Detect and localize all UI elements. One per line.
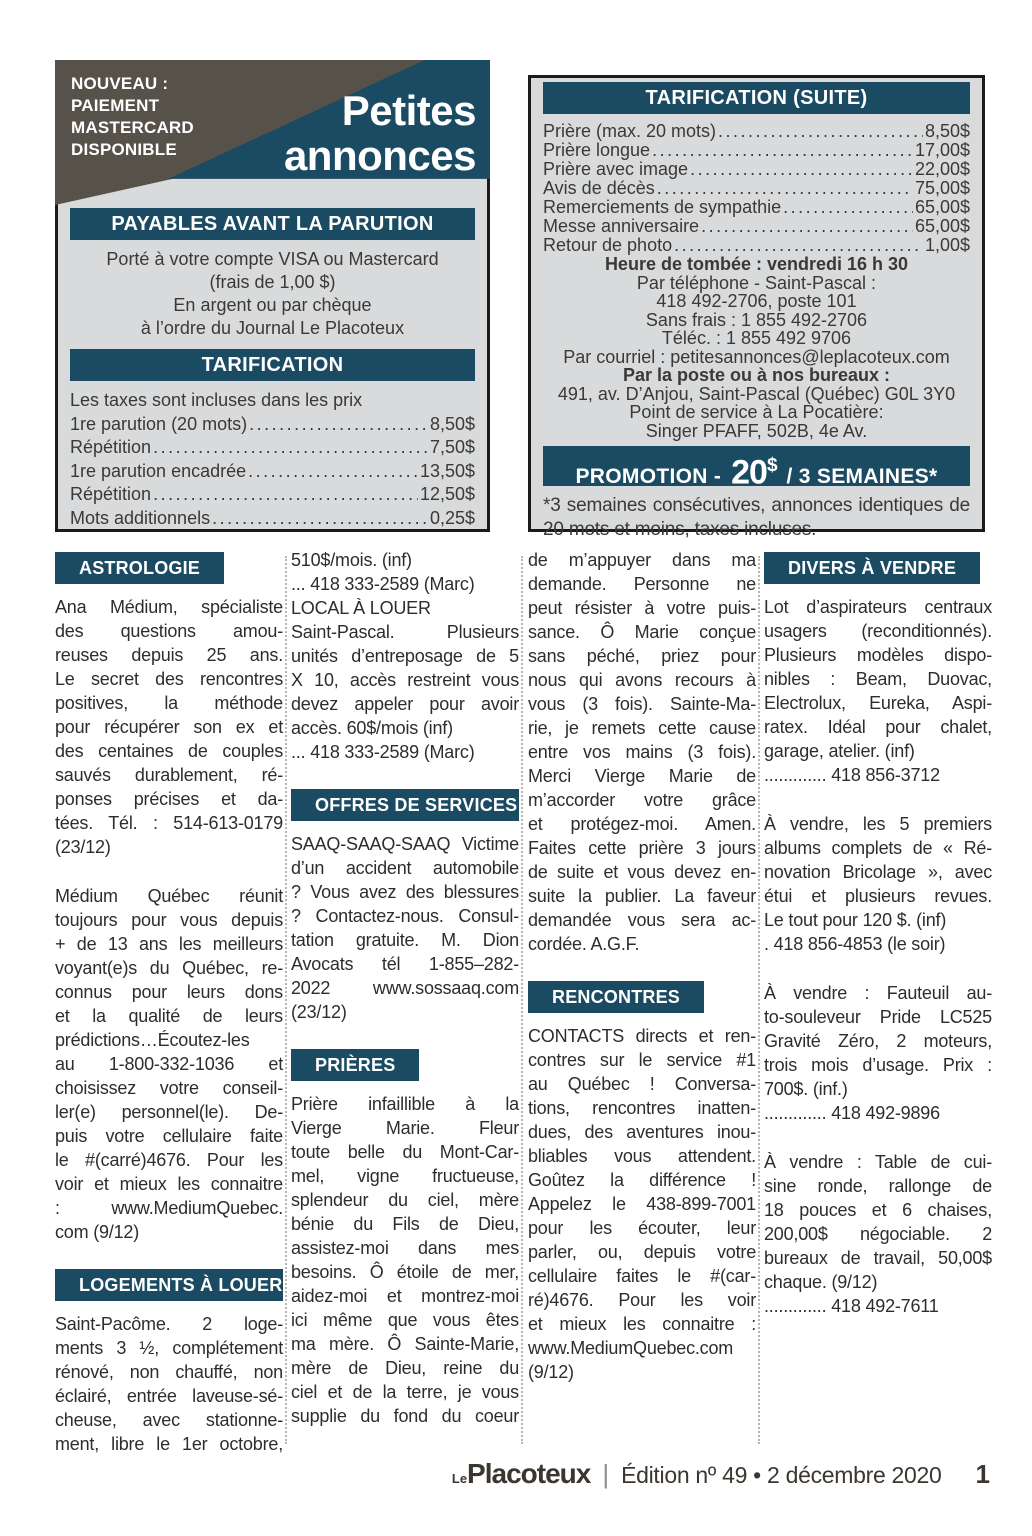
- price-row-amount: 0,25$: [429, 507, 475, 528]
- ad-line: nous qui avons recours à: [528, 670, 756, 690]
- ad-line: trois mois d’usage. Prix :: [764, 1055, 992, 1075]
- section-header-label: DIVERS À VENDRE: [788, 558, 957, 578]
- ad-line: Vierge Marie. Fleur: [291, 1118, 519, 1138]
- price-row-amount: 8,50$: [429, 413, 475, 434]
- section-header: [55, 1269, 283, 1301]
- contact-line: 491, av. D’Anjou, Saint-Pascal (Québec) G0L 3Y0: [557, 383, 956, 404]
- ad-line: (23/12): [291, 1002, 347, 1022]
- ad-line: nibles : Beam, Duovac,: [764, 669, 992, 689]
- ad-line: unités d’entreposage de 5: [291, 646, 519, 666]
- ad-line: rie, je remets cette cause: [528, 718, 756, 738]
- payables-tarification-box: [55, 175, 490, 532]
- ad-line: éclairé, entrée laveuse-sé-: [55, 1386, 283, 1406]
- ad-line: et mieux les connaitre :: [528, 1314, 756, 1334]
- ad-line: mel, vigne fructueuse,: [291, 1166, 519, 1186]
- price-row: [70, 483, 475, 507]
- ad-line: ............. 418 492-7611: [764, 1296, 939, 1316]
- suite-header-bar: [543, 82, 970, 114]
- price-row-leader: [783, 198, 913, 217]
- price-row-amount: 12,50$: [419, 484, 475, 504]
- ad-line: LOCAL À LOUER: [291, 598, 431, 618]
- price-row-amount: 8,50$: [924, 121, 970, 141]
- price-row: [70, 507, 475, 531]
- ad-line: connus pour leurs dons: [55, 982, 283, 1002]
- ad-line: Merci Vierge Marie de: [528, 766, 756, 786]
- page-title: [284, 88, 476, 178]
- price-row-leader: [652, 141, 913, 160]
- classifieds-column-1: [55, 548, 283, 1481]
- contact-line: Par courriel : petitesannonces@leplacoteux.com: [563, 346, 950, 367]
- payables-line: Porté à votre compte VISA ou Mastercard: [106, 249, 439, 269]
- ad-line: toujours pour vous depuis: [55, 910, 283, 930]
- ad-line: usagers (reconditionnés).: [764, 621, 992, 641]
- ad-line: bliables vous attendent.: [528, 1146, 756, 1166]
- ad-line: Saint-Pacôme. 2 loge-: [55, 1314, 283, 1334]
- ad-line: d’un accident automobile: [291, 858, 519, 878]
- tarif-rows: [70, 413, 475, 531]
- price-row: [543, 122, 970, 141]
- footer-page-number: 1: [975, 1459, 990, 1489]
- ad-line: Saint-Pascal. Plusieurs: [291, 622, 519, 642]
- price-row-label: Remerciements de sympathie: [543, 197, 782, 217]
- promotion-label-before: PROMOTION -: [575, 465, 722, 489]
- ad-line: assistez-moi dans mes: [291, 1238, 519, 1258]
- ad-line: Electrolux, Eureka, Aspi-: [764, 693, 992, 713]
- ad-line: voyant(e)s du Québec, re-: [55, 958, 283, 978]
- page-title-line: annonces: [283, 132, 476, 179]
- ad-line: choisissez votre conseil-: [55, 1078, 283, 1098]
- section-header: [528, 981, 704, 1013]
- payables-line: (frais de 1,00 $): [209, 272, 336, 292]
- ad-line: sauvés durablement, ré-: [55, 765, 283, 785]
- ad-line: com (9/12): [55, 1222, 140, 1242]
- classified-ad: [764, 595, 992, 787]
- mastercard-notice-line: DISPONIBLE: [71, 140, 177, 159]
- classified-ad: [528, 548, 756, 956]
- ad-line: rénové, non chauffé, non: [55, 1362, 283, 1382]
- promo-note-line: 20 mots et moins, taxes incluses.: [543, 519, 817, 540]
- price-row-leader: [701, 217, 913, 236]
- ad-line: : www.MediumQuebec.: [55, 1198, 283, 1218]
- ad-line: et protégez-moi. Amen.: [528, 814, 756, 834]
- footer-edition: Édition nº 49 • 2 décembre 2020: [621, 1462, 942, 1488]
- price-row-label: Avis de décès: [543, 178, 655, 198]
- price-row: [70, 460, 475, 484]
- classified-ad: [764, 812, 992, 956]
- tarification-suite-box: [528, 75, 985, 540]
- classified-ad: [291, 832, 519, 1024]
- section-header-label: RENCONTRES: [552, 987, 681, 1007]
- ad-line: SAAQ-SAAQ-SAAQ Victime: [291, 834, 519, 854]
- contact-line: Point de service à La Pocatière:: [629, 402, 884, 422]
- price-row-amount: 1,00$: [924, 235, 970, 255]
- ad-line: le #(carré)4676. Pour les: [55, 1150, 283, 1170]
- ad-line: cordée. A.G.F.: [528, 934, 640, 954]
- ad-line: to-souleveur Pride LC525: [764, 1007, 992, 1027]
- footer-separator: |: [602, 1459, 610, 1489]
- classified-ad: [291, 548, 519, 764]
- section-header-label: OFFRES DE SERVICES: [315, 795, 518, 815]
- suite-header-label: TARIFICATION (SUITE): [645, 87, 868, 109]
- payables-line: à l’ordre du Journal Le Placoteux: [140, 318, 405, 338]
- ad-line: ? Contactez-nous. Consul-: [291, 906, 519, 926]
- ad-line: bureaux de travail, 50,00$: [764, 1248, 992, 1268]
- price-row-leader: [212, 507, 428, 531]
- ad-line: À vendre : Fauteuil au-: [764, 983, 992, 1003]
- mastercard-notice-line: PAIEMENT: [71, 96, 160, 115]
- price-row: [543, 236, 970, 255]
- ad-line: des questions amou-: [55, 621, 283, 641]
- ad-line: (9/12): [528, 1362, 574, 1382]
- classified-ad: [55, 1312, 283, 1456]
- ad-line: accès. 60$/mois (inf): [291, 718, 453, 738]
- ad-line: ma mère. Ô Sainte-Marie,: [291, 1334, 519, 1354]
- classified-ad: [55, 595, 283, 859]
- ad-line: positives, la méthode: [55, 693, 283, 713]
- price-row-label: Répétition: [70, 484, 152, 504]
- ad-line: ment, libre le 1er octobre,: [55, 1434, 283, 1454]
- promotion-note: [543, 494, 970, 542]
- contact-line: Singer PFAFF, 502B, 4e Av.: [645, 420, 868, 441]
- ad-line: ... 418 333-2589 (Marc): [291, 742, 475, 762]
- ad-line: ciel et de la terre, je vous: [291, 1382, 519, 1402]
- top-left-unit: [55, 60, 490, 532]
- ad-line: sans péché, priez pour: [528, 646, 756, 666]
- section-header: [291, 789, 519, 821]
- ad-line: Avocats tél 1-855–282-: [291, 954, 519, 974]
- price-row: [543, 217, 970, 236]
- ad-line: 510$/mois. (inf): [291, 550, 412, 570]
- ad-line: aidez-moi et montrez-moi: [291, 1286, 519, 1306]
- ad-line: Médium Québec réunit: [55, 886, 283, 906]
- ad-line: 700$. (inf.): [764, 1079, 848, 1099]
- ad-line: dues, des aventures inou-: [528, 1122, 756, 1142]
- price-row-leader: [153, 483, 418, 507]
- section-header: [291, 1049, 419, 1081]
- tarification-header-label: TARIFICATION: [201, 354, 344, 376]
- mastercard-notice: [71, 73, 194, 161]
- price-row-label: Retour de photo: [543, 235, 673, 255]
- payables-header-label: PAYABLES AVANT LA PARUTION: [111, 213, 434, 235]
- ad-line: voir et mieux les connaitre: [55, 1174, 283, 1194]
- ad-line: garage, atelier. (inf): [764, 741, 915, 761]
- footer-logo-le: Le: [451, 1471, 468, 1486]
- ad-line: Faites cette prière 3 jours: [528, 838, 756, 858]
- price-row-amount: 65,00$: [914, 197, 970, 217]
- contact-line: Téléc. : 1 855 492 9706: [661, 328, 852, 348]
- ad-line: de m’appuyer dans ma: [528, 550, 756, 570]
- ad-line: splendeur du ciel, mère: [291, 1190, 519, 1210]
- ad-line: entre vos mains (3 fois).: [528, 742, 756, 762]
- ad-line: et la qualité de leurs: [55, 1006, 283, 1026]
- price-row-amount: 13,50$: [419, 460, 475, 481]
- tarif-note: Les taxes sont incluses dans les prix: [70, 390, 363, 410]
- ad-line: vous (3 fois). Sainte-Ma-: [528, 694, 756, 714]
- classifieds-column-4: [764, 548, 992, 1343]
- ad-line: parler, ou, depuis votre: [528, 1242, 756, 1262]
- ad-line: À vendre, les 5 premiers: [764, 814, 992, 834]
- price-row: [70, 436, 475, 460]
- contact-line: Par téléphone - Saint-Pascal :: [636, 272, 877, 293]
- classifieds-column-2: [291, 548, 519, 1453]
- ad-line: toute belle du Mont-Car-: [291, 1142, 519, 1162]
- ad-line: mère de Dieu, reine du: [291, 1358, 519, 1378]
- classified-ad: [291, 1092, 519, 1428]
- ad-line: albums complets de « Ré-: [764, 838, 992, 858]
- ad-line: Le secret des rencontres: [55, 669, 283, 689]
- contact-line: Par la poste ou à nos bureaux :: [622, 365, 891, 385]
- payables-line: En argent ou par chèque: [173, 295, 372, 315]
- price-row: [543, 179, 970, 198]
- promotion-label-after: / 3 SEMAINES*: [786, 465, 938, 489]
- ad-line: ............. 418 492-9896: [764, 1103, 940, 1123]
- ad-line: ici même que vous êtes: [291, 1310, 519, 1330]
- ad-line: Gravité Zéro, 2 moteurs,: [764, 1031, 992, 1051]
- classifieds-column-3: [528, 548, 756, 1409]
- ad-line: (23/12): [55, 837, 111, 857]
- ad-line: cheuse, avec stationne-: [55, 1410, 283, 1430]
- page-footer: [452, 1458, 990, 1490]
- price-row-label: Prière avec image: [543, 159, 689, 179]
- price-row: [543, 198, 970, 217]
- price-row-amount: 75,00$: [914, 178, 970, 198]
- ad-line: Plusieurs modèles dispo-: [764, 645, 992, 665]
- price-row-label: Répétition: [70, 437, 152, 457]
- ad-line: X 10, accès restreint vous: [291, 670, 519, 690]
- price-row-label: Prière (max. 20 mots): [543, 121, 717, 141]
- contact-line: 418 492-2706, poste 101: [656, 291, 857, 311]
- ad-line: ré)4676. Pour les voir: [528, 1290, 756, 1310]
- ad-line: pour les écouter, leur: [528, 1218, 756, 1238]
- price-row-label: Messe anniversaire: [543, 216, 700, 236]
- ad-line: ments 3 ½, complétement: [55, 1338, 283, 1358]
- ad-line: Prière infaillible à la: [291, 1094, 519, 1114]
- price-row: [70, 413, 475, 437]
- ad-line: reuses depuis 25 ans.: [55, 645, 283, 665]
- ad-line: sine ronde, rallonge de: [764, 1176, 992, 1196]
- price-row: [543, 141, 970, 160]
- ad-line: tées. Tél. : 514-613-0179: [55, 813, 283, 833]
- promotion-bar: [543, 446, 970, 492]
- price-row-label: Mots additionnels: [70, 507, 211, 528]
- price-row-label: Prière longue: [543, 140, 651, 160]
- contact-line: Heure de tombée : vendredi 16 h 30: [604, 254, 909, 274]
- contact-lines: [543, 255, 970, 440]
- ad-line: CONTACTS directs et ren-: [528, 1026, 756, 1046]
- payables-header-bar: [70, 208, 475, 240]
- tarification-header-bar: [70, 349, 475, 381]
- promotion-currency: $: [766, 455, 777, 476]
- ad-line: m’accorder votre grâce: [528, 790, 756, 810]
- ad-line: besoins. Ô étoile de mer,: [291, 1262, 519, 1282]
- ad-line: demande. Personne ne: [528, 574, 756, 594]
- ad-line: contres sur le service #1: [528, 1050, 756, 1070]
- ad-line: sance. Ô Marie conçue: [528, 622, 756, 642]
- ad-line: suite la publier. La faveur: [528, 886, 756, 906]
- ad-line: Ana Médium, spécialiste: [55, 597, 283, 617]
- ad-line: bénie du Fils de Dieu,: [291, 1214, 519, 1234]
- price-row-leader: [153, 436, 428, 460]
- price-row-leader: [718, 122, 923, 141]
- ad-line: 18 pouces et 6 chaises,: [764, 1200, 992, 1220]
- ad-line: Lot d’aspirateurs centraux: [764, 597, 992, 617]
- ad-line: + de 13 ans les meilleurs: [55, 934, 283, 954]
- price-row-leader: [248, 460, 418, 484]
- ad-line: ............. 418 856-3712: [764, 765, 940, 785]
- footer-logo-name: Placoteux: [467, 1458, 591, 1489]
- ad-line: ... 418 333-2589 (Marc): [291, 574, 475, 594]
- ad-line: novation Bricolage », avec: [764, 862, 992, 882]
- ad-line: À vendre : Table de cui-: [764, 1152, 992, 1172]
- section-header: [764, 552, 980, 584]
- ad-line: . 418 856-4853 (le soir): [764, 934, 946, 954]
- ad-line: peut résister à votre puis-: [528, 598, 756, 618]
- ad-line: ratex. Idéal pour chalet,: [764, 717, 992, 737]
- classified-ad: [528, 1024, 756, 1384]
- section-header-label: PRIÈRES: [315, 1055, 396, 1075]
- page-title-line: Petites: [341, 87, 476, 134]
- column-divider: [521, 556, 523, 1444]
- mastercard-notice-line: NOUVEAU :: [71, 74, 169, 93]
- ad-line: 2022 www.sossaaq.com: [291, 978, 519, 998]
- ad-line: ? Vous avez des blessures: [291, 882, 519, 902]
- ad-line: pour récupérer son ex et: [55, 717, 283, 737]
- price-row-leader: [674, 236, 923, 255]
- ad-line: devez appeler pour avoir: [291, 694, 519, 714]
- price-row-leader: [657, 179, 913, 198]
- ad-line: ponses précises et da-: [55, 789, 283, 809]
- ad-line: supplie du fond du coeur: [291, 1406, 519, 1426]
- ad-line: tions, rencontres inatten-: [528, 1098, 756, 1118]
- ad-line: tation gratuite. M. Dion: [291, 930, 519, 950]
- classified-ad: [55, 884, 283, 1244]
- ad-line: www.MediumQuebec.com: [528, 1338, 734, 1358]
- mastercard-notice-line: MASTERCARD: [71, 118, 194, 137]
- suite-rows: [543, 122, 970, 255]
- ad-line: des centaines de couples: [55, 741, 283, 761]
- ad-line: puis votre cellulaire faite: [55, 1126, 283, 1146]
- payables-lines: [70, 248, 475, 340]
- price-row-leader: [249, 413, 428, 437]
- price-row-amount: 22,00$: [914, 159, 970, 179]
- ad-line: cellulaire faites le #(car-: [528, 1266, 756, 1286]
- section-header: [55, 552, 224, 584]
- price-row-label: 1re parution (20 mots): [70, 413, 248, 434]
- column-divider: [285, 556, 287, 1444]
- contact-line: Sans frais : 1 855 492-2706: [645, 309, 868, 330]
- ad-line: Goûtez la différence !: [528, 1170, 756, 1190]
- section-header-label: ASTROLOGIE: [79, 558, 201, 578]
- ad-line: ler(e) personnel(le). De-: [55, 1102, 283, 1122]
- ad-line: Le tout pour 120 $. (inf): [764, 910, 947, 930]
- price-row-label: 1re parution encadrée: [70, 460, 247, 481]
- promo-note-line: *3 semaines consécutives, annonces identiques de: [543, 495, 970, 516]
- price-row-amount: 65,00$: [914, 216, 970, 236]
- ad-line: chaque. (9/12): [764, 1272, 878, 1292]
- price-row-amount: 17,00$: [914, 140, 970, 160]
- column-divider: [758, 556, 760, 1444]
- ad-line: de suite et vous devez en-: [528, 862, 756, 882]
- price-row-amount: 7,50$: [429, 437, 475, 457]
- ad-line: Appelez le 438-899-7001: [528, 1194, 756, 1214]
- section-header-label: LOGEMENTS À LOUER: [79, 1275, 283, 1295]
- price-row-leader: [690, 160, 913, 179]
- ad-line: prédictions…Écoutez-les: [55, 1030, 250, 1050]
- ad-line: 200,00$ négociable. 2: [764, 1224, 992, 1244]
- ad-line: au Québec ! Conversa-: [528, 1074, 756, 1094]
- ad-line: étui et plusieurs revues.: [764, 886, 992, 906]
- price-row: [543, 160, 970, 179]
- classified-ad: [764, 981, 992, 1125]
- petites-annonces-banner: [55, 60, 490, 205]
- ad-line: au 1-800-332-1036 et: [55, 1054, 283, 1074]
- promotion-amount: 20$: [731, 453, 777, 492]
- ad-line: demandée vous sera ac-: [528, 910, 756, 930]
- classified-ad: [764, 1150, 992, 1318]
